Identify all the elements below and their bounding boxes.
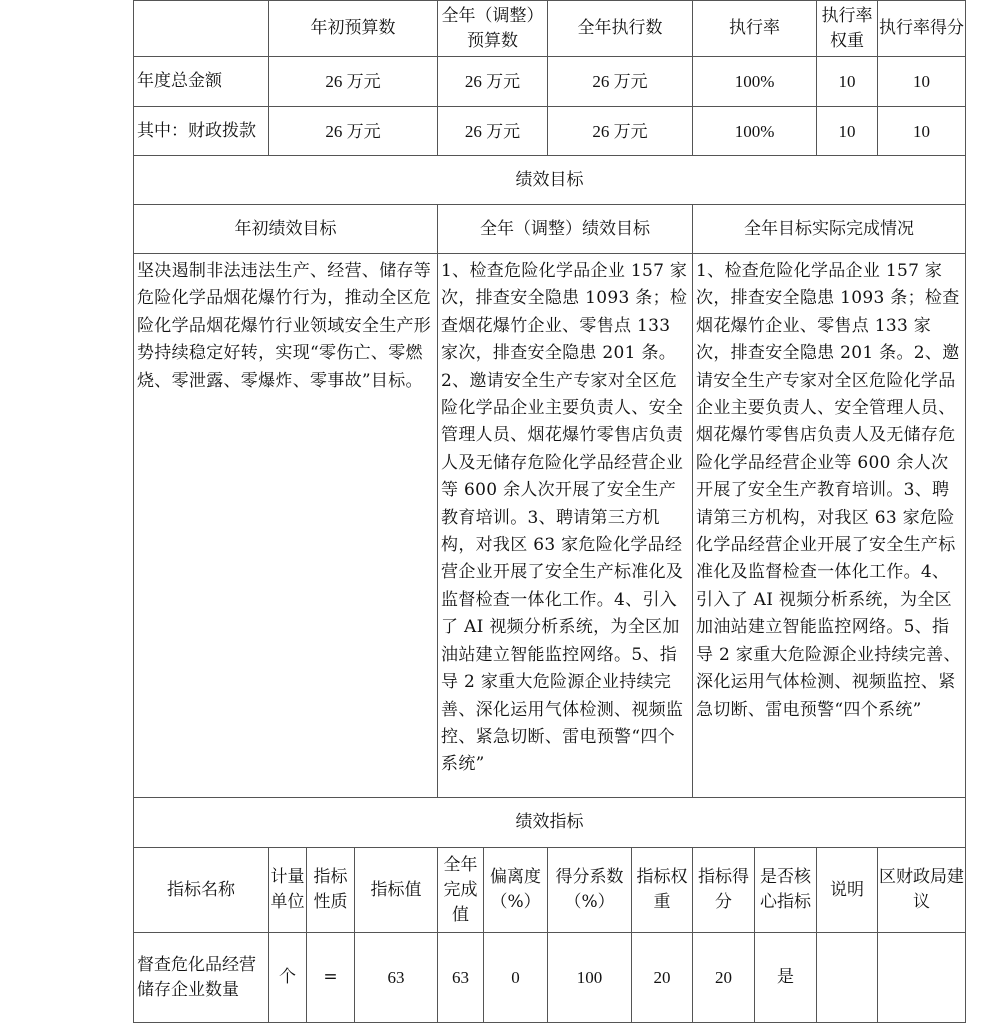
header-adjusted-budget: 全年（调整）预算数 [438, 1, 548, 57]
ind-header-name: 指标名称 [134, 848, 269, 933]
ind-coefficient-cell: 100 [548, 933, 632, 1023]
budget-initial-value: 26 万元 [269, 57, 438, 107]
ind-unit-cell: 个 [269, 933, 307, 1023]
performance-report [133, 0, 965, 1023]
budget-weight-value: 10 [817, 57, 878, 107]
goals-title-row [134, 156, 966, 205]
goals-adjusted-text: 1、检查危险化学品企业 157 家次，排查安全隐患 1093 条；检查烟花爆竹企业、零售点 133 家次，排查安全隐患 201 条。2、邀请安全生产专家对全区危险化学品企业主要负责人、安全管理人员、烟花爆竹零售店负责人及无储存危险化学品经营企业等 600 余人次开展了安全生产教育培训。3、聘请第三方机构，对我区 63 家危险化学品经营企业开展了安全生产标准化及监督检查一体化工作。4、引入了 AI 视频分析系统，为全区加油站建立智能监控网络。5、指导 2 家重大危险源企业持续完善、深化运用气体检测、视频监控、紧急切断、雷电预警“四个系统” [438, 254, 693, 798]
ind-value-cell: 63 [355, 933, 438, 1023]
budget-header-row [134, 1, 966, 57]
ind-name-cell: 督查危化品经营储存企业数量 [134, 933, 269, 1023]
ind-deviation-cell: 0 [484, 933, 548, 1023]
header-initial-budget: 年初预算数 [269, 1, 438, 57]
ind-nature-cell: = [307, 933, 355, 1023]
budget-adjusted-value: 26 万元 [438, 57, 548, 107]
goals-initial-text: 坚决遏制非法违法生产、经营、储存等危险化学品烟花爆竹行为，推动全区危险化学品烟花爆竹行业领域安全生产形势持续稳定好转，实现“零伤亡、零燃烧、零泄露、零爆炸、零事故”目标。 [134, 254, 438, 798]
ind-header-note: 说明 [817, 848, 878, 933]
table-row [134, 933, 966, 1023]
ind-completed-cell: 63 [438, 933, 484, 1023]
header-rate-score: 执行率得分 [878, 1, 966, 57]
ind-header-unit: 计量单位 [269, 848, 307, 933]
header-execution-rate: 执行率 [693, 1, 817, 57]
ind-header-nature: 指标性质 [307, 848, 355, 933]
ind-weight-cell: 20 [632, 933, 693, 1023]
budget-adjusted-value: 26 万元 [438, 107, 548, 156]
ind-header-completed: 全年完成值 [438, 848, 484, 933]
indicators-header-row [134, 848, 966, 933]
budget-actual-value: 26 万元 [548, 57, 693, 107]
budget-row-label: 其中：财政拨款 [134, 107, 269, 156]
ind-is-core-cell: 是 [755, 933, 817, 1023]
ind-header-value: 指标值 [355, 848, 438, 933]
indicators-section-title: 绩效指标 [134, 798, 966, 848]
ind-header-score: 指标得分 [693, 848, 755, 933]
budget-row-fiscal [134, 107, 966, 156]
goals-col-adjusted: 全年（调整）绩效目标 [438, 205, 693, 254]
budget-row-label: 年度总金额 [134, 57, 269, 107]
goals-header-row [134, 205, 966, 254]
performance-table [133, 0, 966, 1023]
header-blank-cell [134, 1, 269, 57]
header-rate-weight: 执行率权重 [817, 1, 878, 57]
goals-section-title: 绩效目标 [134, 156, 966, 205]
ind-header-suggestion: 区财政局建议 [878, 848, 966, 933]
indicators-title-row [134, 798, 966, 848]
header-actual-execution: 全年执行数 [548, 1, 693, 57]
budget-score-value: 10 [878, 57, 966, 107]
ind-header-deviation: 偏离度（%） [484, 848, 548, 933]
budget-rate-value: 100% [693, 57, 817, 107]
budget-actual-value: 26 万元 [548, 107, 693, 156]
budget-weight-value: 10 [817, 107, 878, 156]
ind-header-coefficient: 得分系数（%） [548, 848, 632, 933]
goals-content-row [134, 254, 966, 798]
ind-score-cell: 20 [693, 933, 755, 1023]
ind-suggestion-cell [878, 933, 966, 1023]
ind-note-cell [817, 933, 878, 1023]
goals-col-initial: 年初绩效目标 [134, 205, 438, 254]
budget-rate-value: 100% [693, 107, 817, 156]
budget-initial-value: 26 万元 [269, 107, 438, 156]
goals-actual-text: 1、检查危险化学品企业 157 家次，排查安全隐患 1093 条；检查烟花爆竹企业、零售点 133 家次，排查安全隐患 201 条。2、邀请安全生产专家对全区危险化学品企业主要负责人、安全管理人员、烟花爆竹零售店负责人及无储存危险化学品经营企业等 600 余人次开展了安全生产教育培训。3、聘请第三方机构，对我区 63 家危险化学品经营企业开展了安全生产标准化及监督检查一体化工作。4、引入了 AI 视频分析系统，为全区加油站建立智能监控网络。5、指导 2 家重大危险源企业持续完善、深化运用气体检测、视频监控、紧急切断、雷电预警“四个系统” [693, 254, 966, 798]
goals-col-actual: 全年目标实际完成情况 [693, 205, 966, 254]
ind-header-is-core: 是否核心指标 [755, 848, 817, 933]
budget-row-total [134, 57, 966, 107]
ind-header-weight: 指标权重 [632, 848, 693, 933]
budget-score-value: 10 [878, 107, 966, 156]
